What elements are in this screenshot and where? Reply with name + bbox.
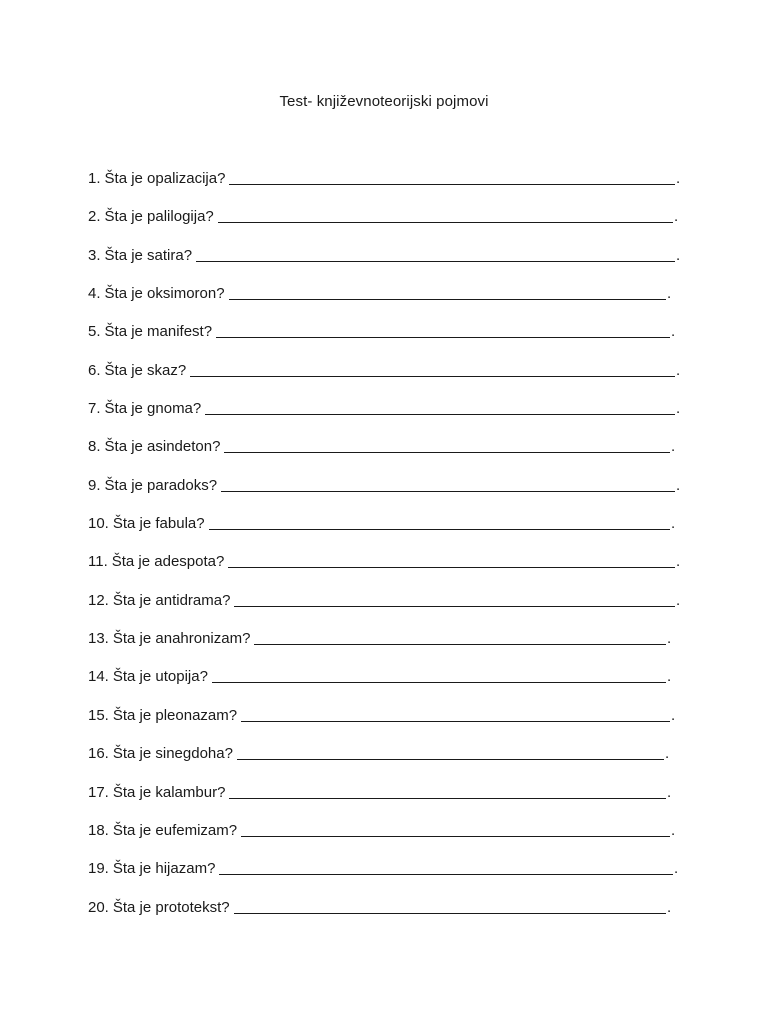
question-number: 11. (88, 553, 108, 571)
question-item (88, 707, 688, 745)
question-item (88, 438, 688, 476)
question-end-period: . (667, 783, 672, 801)
question-item (88, 860, 688, 898)
question-text: Šta je kalambur? (112, 783, 226, 801)
answer-blank-line[interactable] (241, 720, 670, 722)
question-item (88, 400, 688, 438)
question-end-period: . (674, 208, 679, 226)
question-item (88, 170, 688, 208)
question-item (88, 362, 688, 400)
answer-blank-line[interactable] (229, 183, 675, 185)
answer-blank-line[interactable] (219, 873, 673, 875)
question-text: Šta je eufemizam? (112, 821, 238, 839)
question-number: 13. (88, 630, 109, 648)
question-text: Šta je hijazam? (112, 860, 216, 878)
answer-blank-line[interactable] (237, 758, 664, 760)
question-item (88, 822, 688, 860)
question-text: Šta je prototekst? (112, 898, 230, 916)
question-item (88, 630, 688, 668)
question-text: Šta je satira? (104, 246, 193, 264)
answer-blank-line[interactable] (234, 605, 675, 607)
question-number: 5. (88, 323, 101, 341)
question-number: 14. (88, 668, 109, 686)
question-text: Šta je fabula? (112, 515, 205, 533)
answer-blank-line[interactable] (209, 528, 670, 530)
question-text: Šta je manifest? (104, 323, 213, 341)
question-text: Šta je oksimoron? (104, 285, 225, 303)
question-number: 4. (88, 285, 101, 303)
question-number: 12. (88, 591, 109, 609)
answer-blank-line[interactable] (205, 413, 675, 415)
question-item (88, 745, 688, 783)
question-item (88, 208, 688, 246)
question-text: Šta je utopija? (112, 668, 208, 686)
question-text: Šta je opalizacija? (104, 170, 226, 187)
question-end-period: . (671, 706, 676, 724)
answer-blank-line[interactable] (229, 298, 666, 300)
document-title: Test- književnoteorijski pojmovi (279, 93, 489, 110)
answer-blank-line[interactable] (228, 566, 675, 568)
question-text: Šta je asindeton? (104, 438, 221, 456)
answer-blank-line[interactable] (241, 835, 670, 837)
question-item (88, 899, 688, 937)
question-end-period: . (676, 246, 681, 264)
answer-blank-line[interactable] (212, 681, 666, 683)
question-number: 10. (88, 515, 109, 533)
question-number: 20. (88, 898, 109, 916)
question-end-period: . (667, 668, 672, 686)
question-end-period: . (671, 438, 676, 456)
question-item (88, 592, 688, 630)
answer-blank-line[interactable] (229, 797, 666, 799)
question-list (88, 170, 688, 937)
question-end-period: . (676, 553, 681, 571)
question-end-period: . (676, 400, 681, 418)
question-text: Šta je skaz? (104, 361, 187, 379)
question-item (88, 323, 688, 361)
question-end-period: . (676, 476, 681, 494)
question-end-period: . (671, 821, 676, 839)
answer-blank-line[interactable] (218, 221, 673, 223)
question-item (88, 553, 688, 591)
question-text: Šta je sinegdoha? (112, 745, 233, 763)
question-number: 19. (88, 860, 109, 878)
question-end-period: . (674, 860, 679, 878)
question-text: Šta je antidrama? (112, 591, 231, 609)
question-number: 6. (88, 361, 101, 379)
question-end-period: . (667, 285, 672, 303)
question-number: 9. (88, 476, 101, 494)
question-end-period: . (665, 745, 670, 763)
question-number: 1. (88, 170, 101, 187)
question-end-period: . (671, 515, 676, 533)
question-number: 15. (88, 706, 109, 724)
question-end-period: . (671, 323, 676, 341)
question-item (88, 477, 688, 515)
question-end-period: . (676, 170, 681, 187)
question-number: 2. (88, 208, 101, 226)
answer-blank-line[interactable] (221, 490, 675, 492)
answer-blank-line[interactable] (196, 260, 675, 262)
question-text: Šta je adespota? (111, 553, 225, 571)
question-text: Šta je anahronizam? (112, 630, 251, 648)
question-text: Šta je gnoma? (104, 400, 202, 418)
question-text: Šta je paradoks? (104, 476, 218, 494)
question-number: 3. (88, 246, 101, 264)
question-number: 17. (88, 783, 109, 801)
answer-blank-line[interactable] (190, 375, 675, 377)
question-text: Šta je pleonazam? (112, 706, 238, 724)
question-end-period: . (676, 361, 681, 379)
question-item (88, 247, 688, 285)
question-end-period: . (676, 591, 681, 609)
question-item (88, 668, 688, 706)
answer-blank-line[interactable] (254, 643, 666, 645)
answer-blank-line[interactable] (216, 336, 670, 338)
question-text: Šta je palilogija? (104, 208, 214, 226)
question-item (88, 285, 688, 323)
question-item (88, 515, 688, 553)
question-number: 16. (88, 745, 109, 763)
question-number: 8. (88, 438, 101, 456)
answer-blank-line[interactable] (234, 912, 666, 914)
answer-blank-line[interactable] (224, 451, 670, 453)
question-number: 18. (88, 821, 109, 839)
question-end-period: . (667, 898, 672, 916)
question-item (88, 784, 688, 822)
question-number: 7. (88, 400, 101, 418)
question-end-period: . (667, 630, 672, 648)
